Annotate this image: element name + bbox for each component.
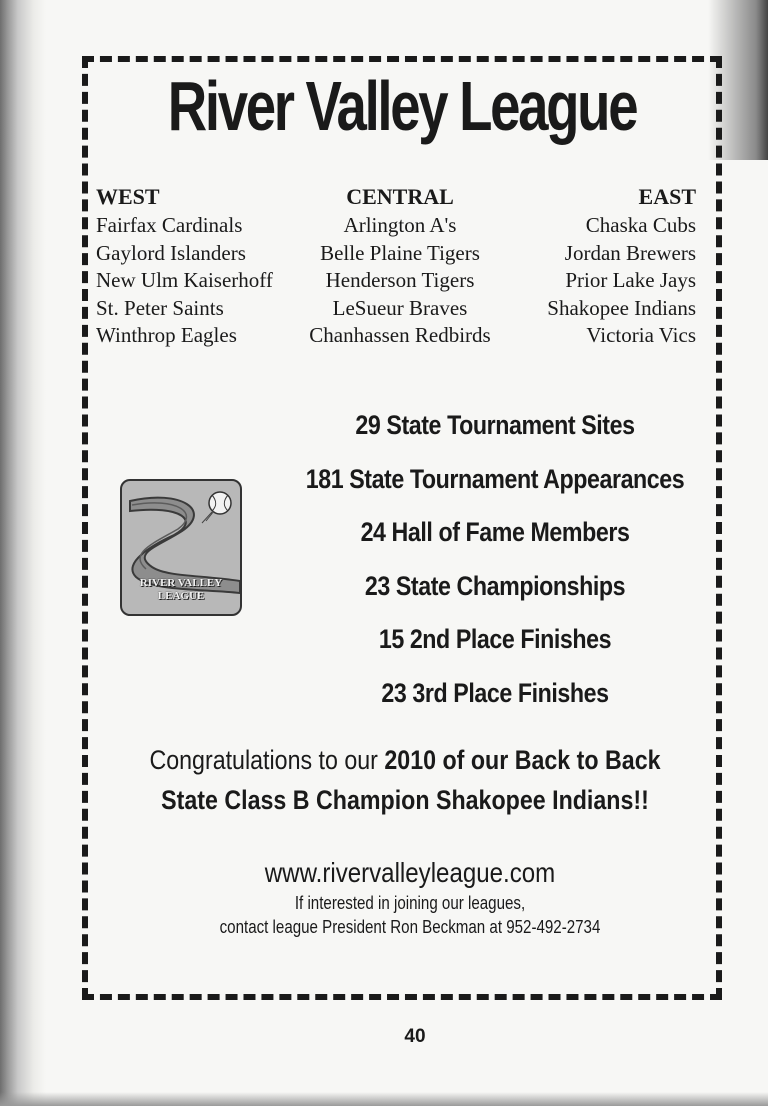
team-name: Prior Lake Jays — [565, 268, 696, 292]
division-heading: EAST — [638, 184, 696, 209]
congrats-bold: 2010 of our Back to Back — [384, 745, 661, 775]
bottom-edge-shadow — [0, 1092, 768, 1106]
logo-wordmark — [126, 577, 236, 603]
team-name: Chaska Cubs — [585, 213, 696, 237]
congrats-bold: State Class B Champion Shakopee Indians!! — [161, 785, 649, 815]
congrats-line — [134, 740, 676, 780]
division-heading: CENTRAL — [346, 184, 454, 209]
stat-line: 15 2nd Place Finishes — [378, 624, 612, 654]
team-name: LeSueur Braves — [332, 295, 468, 320]
league-title: River Valley League — [167, 67, 637, 145]
team-name: Shakopee Indians — [547, 295, 696, 320]
team-name: Gaylord Islanders — [96, 240, 246, 265]
team-name: Chanhassen Redbirds — [309, 323, 491, 347]
team-name: Henderson Tigers — [325, 268, 475, 292]
stat-line: 24 Hall of Fame Members — [360, 517, 630, 547]
contact-line: contact league President Ron Beckman at 952-492-2734 — [219, 917, 601, 937]
team-name: St. Peter Saints — [96, 295, 224, 320]
stat-line: 181 State Tournament Appearances — [305, 463, 685, 494]
division-west — [96, 182, 273, 350]
team-name: Jordan Brewers — [564, 240, 696, 265]
league-logo — [120, 479, 242, 616]
stat-line: 23 State Championships — [364, 570, 626, 601]
team-name: Winthrop Eagles — [96, 323, 237, 347]
contact-line: If interested in joining our leagues, — [294, 893, 526, 913]
website-url: www.rivervalleyleague.com — [264, 857, 556, 888]
team-name: Fairfax Cardinals — [96, 213, 243, 237]
binding-shadow — [0, 0, 46, 1106]
congratulations-message — [90, 740, 720, 820]
page-number: 40 — [404, 1026, 426, 1047]
stats-list — [270, 402, 720, 723]
congrats-prefix: Congratulations to our — [149, 745, 385, 775]
team-name: Victoria Vics — [586, 323, 696, 347]
division-central — [300, 182, 500, 350]
logo-line: RIVER VALLEY — [139, 577, 223, 589]
stat-line: 29 State Tournament Sites — [355, 410, 635, 440]
division-east — [547, 182, 696, 350]
stat-line: 23 3rd Place Finishes — [381, 677, 609, 708]
division-heading: WEST — [96, 184, 160, 209]
logo-line: LEAGUE — [157, 590, 205, 602]
team-name: Belle Plaine Tigers — [320, 240, 480, 265]
team-name: Arlington A's — [343, 213, 457, 237]
team-name: New Ulm Kaiserhoff — [96, 268, 273, 292]
contact-info — [90, 855, 730, 939]
congrats-line — [134, 780, 676, 820]
